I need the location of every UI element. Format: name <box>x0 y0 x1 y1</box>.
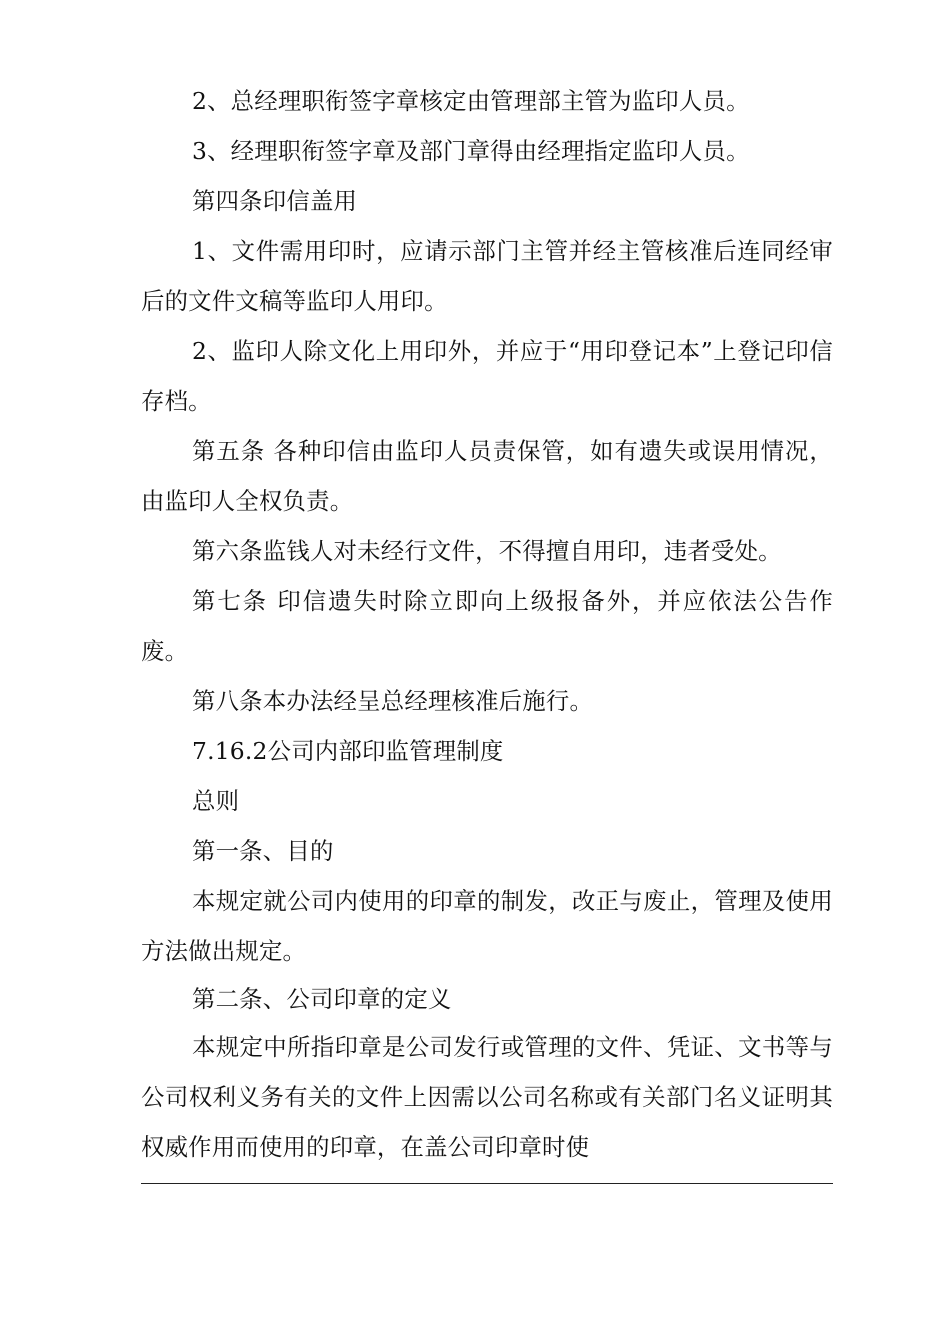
paragraph-article-2: 第二条、公司印章的定义 <box>192 985 452 1013</box>
footer-divider <box>141 1183 833 1184</box>
paragraph-purpose: 本规定就公司内使用的印章的制发，改正与废止，管理及使用方法做出规定。 <box>141 887 833 965</box>
paragraph-definition: 本规定中所指印章是公司发行或管理的文件、凭证、文书等与公司权利义务有关的文件上因需以公司名称或有关部门名义证明其权威作用而使用的印章，在盖公司印章时使 <box>141 1033 833 1161</box>
document-body <box>141 76 833 1172</box>
paragraph-general: 总则 <box>192 787 240 815</box>
paragraph-6: 第五条 各种印信由监印人员责保管，如有遗失或误用情况，由监印人全权负责。 <box>141 437 833 515</box>
paragraph-2: 3、经理职衔签字章及部门章得由经理指定监印人员。 <box>192 137 750 165</box>
paragraph-9: 第八条本办法经呈总经理核准后施行。 <box>192 687 594 715</box>
paragraph-3: 第四条印信盖用 <box>192 187 358 215</box>
paragraph-1: 2、总经理职衔签字章核定由管理部主管为监印人员。 <box>192 87 750 115</box>
section-heading: 7.16.2公司内部印监管理制度 <box>192 737 504 765</box>
paragraph-5: 2、监印人除文化上用印外，并应于“用印登记本”上登记印信存档。 <box>141 337 833 415</box>
paragraph-8: 第七条 印信遗失时除立即向上级报备外，并应依法公告作废。 <box>141 587 833 665</box>
paragraph-article-1: 第一条、目的 <box>192 837 334 865</box>
paragraph-4: 1、文件需用印时，应请示部门主管并经主管核准后连同经审后的文件文稿等监印人用印。 <box>141 237 833 315</box>
paragraph-7: 第六条监钱人对未经行文件，不得擅自用印，违者受处。 <box>192 537 782 565</box>
